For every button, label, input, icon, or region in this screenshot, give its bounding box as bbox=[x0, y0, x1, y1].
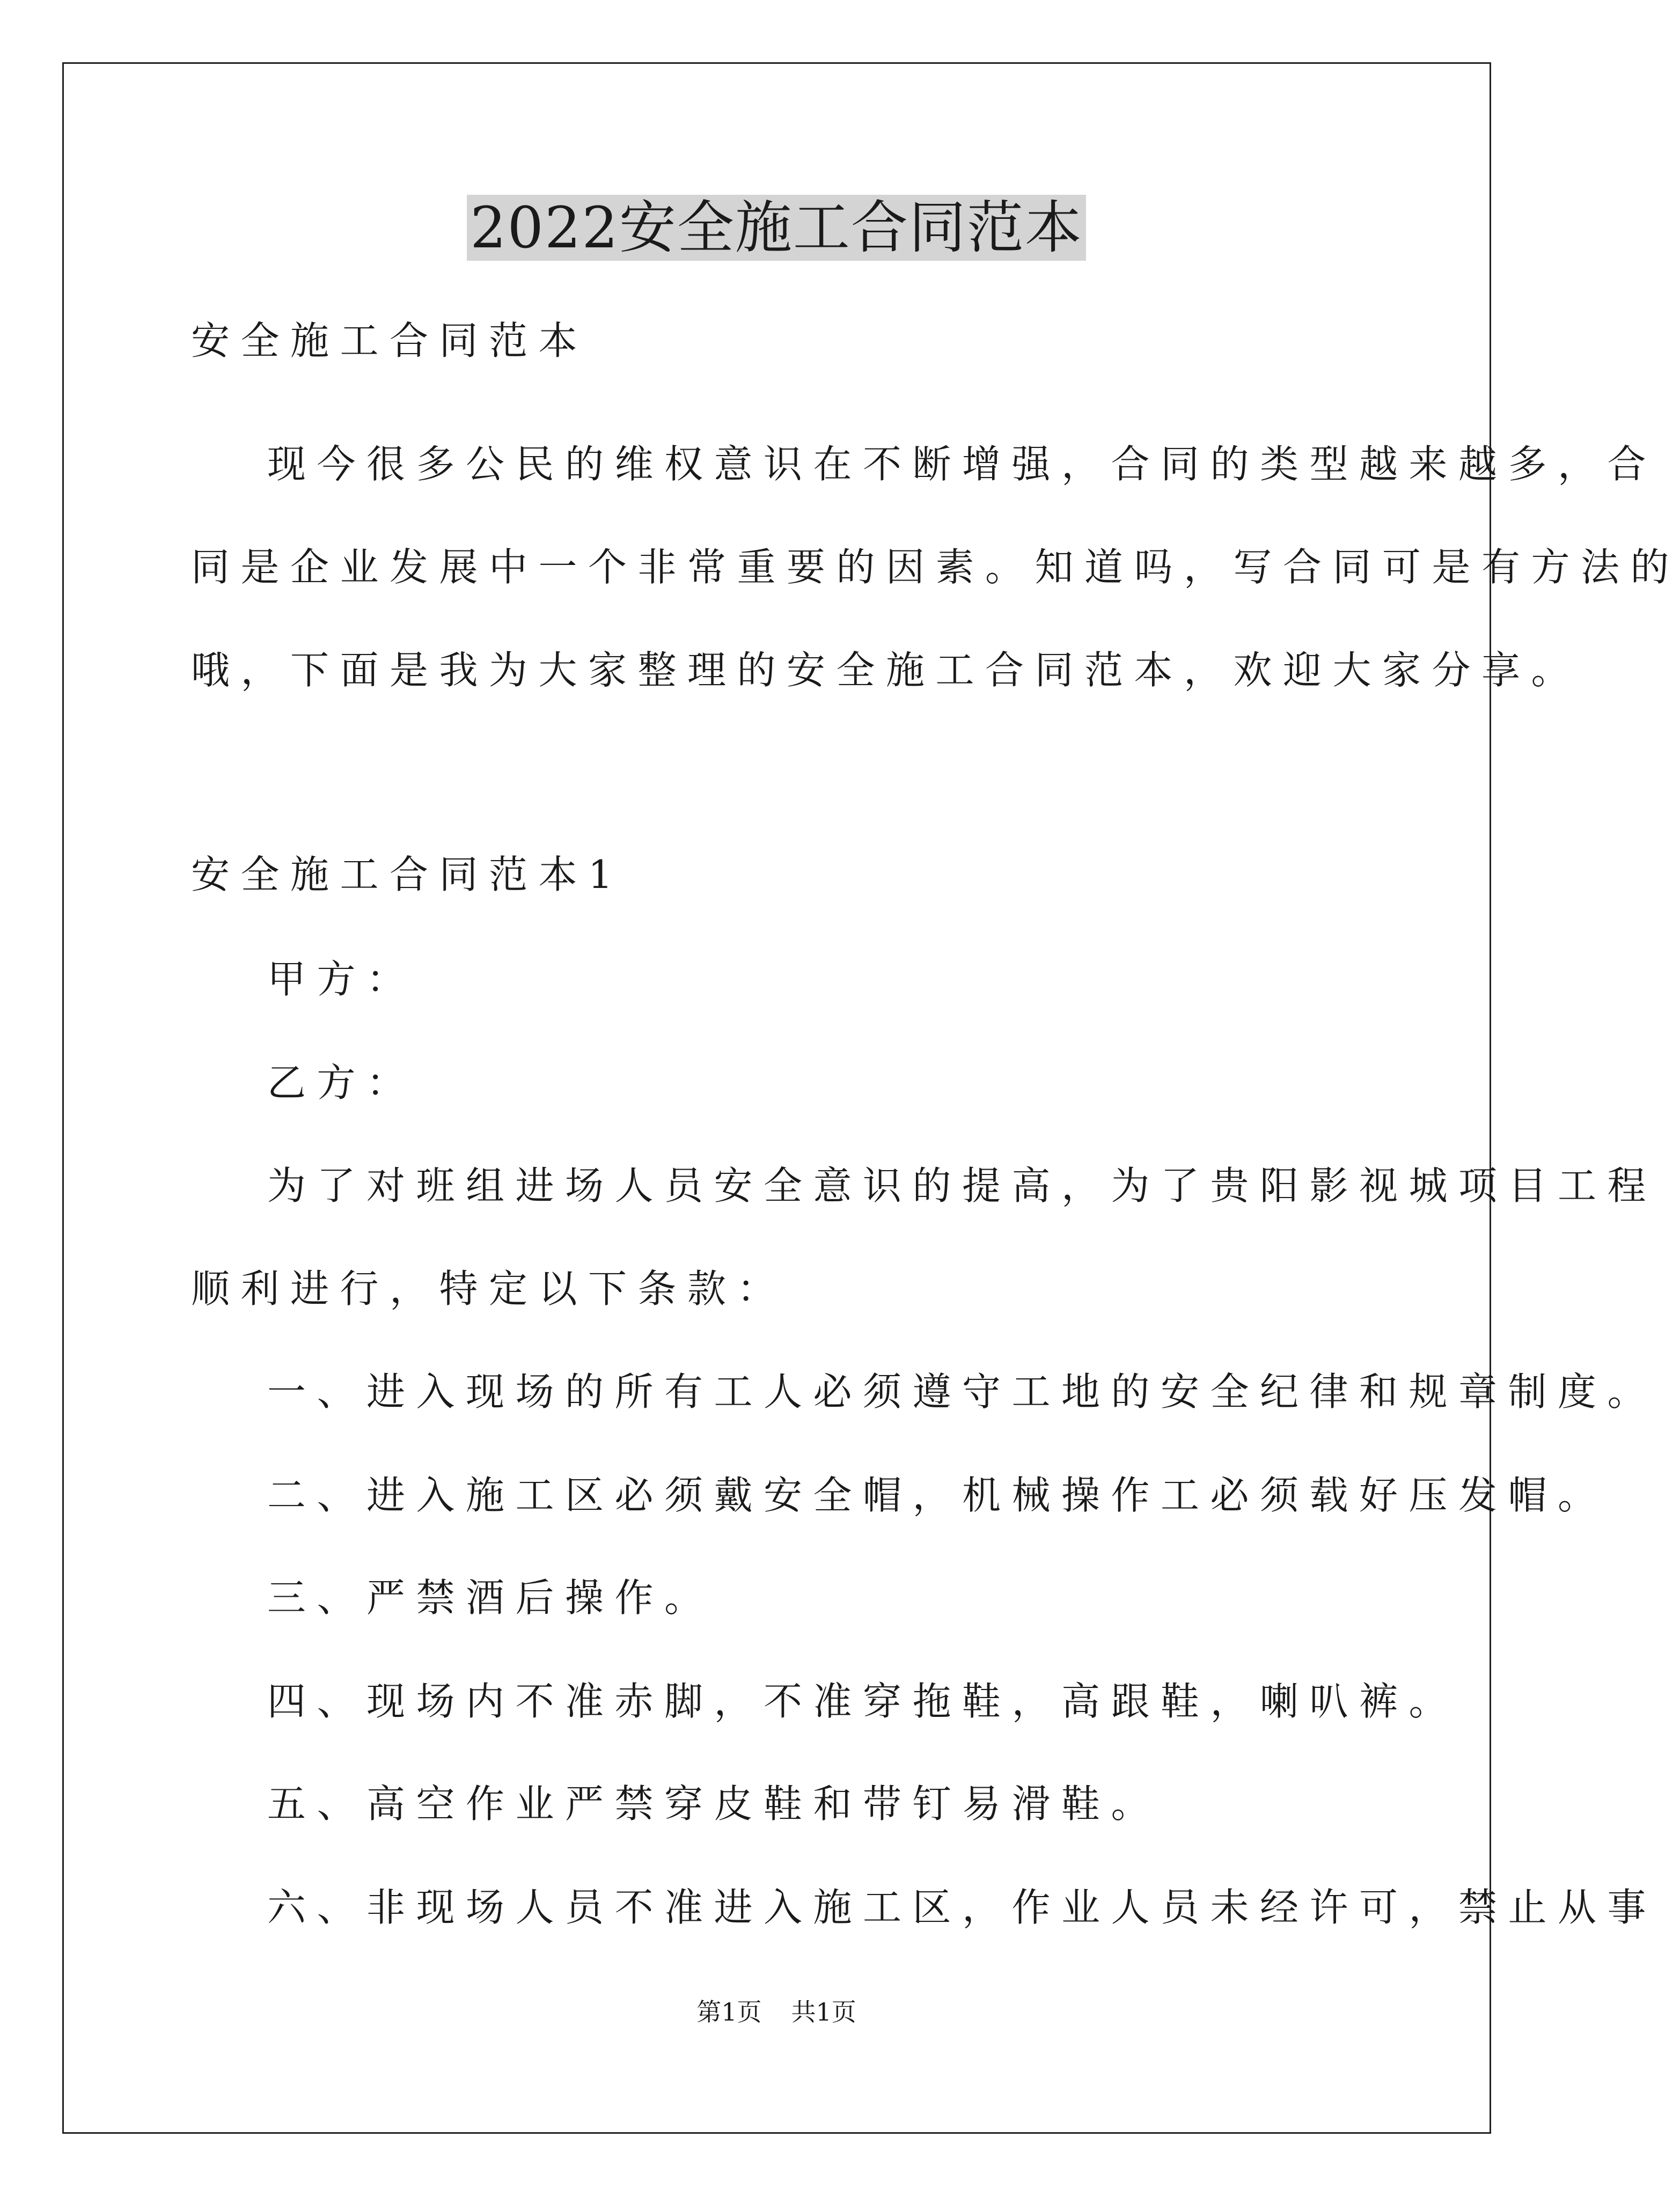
clause-6: 六、非现场人员不准进入施工区，作业人员未经许可，禁止从事 bbox=[267, 1885, 1657, 1930]
page-number-total: 共1页 bbox=[791, 1997, 856, 2026]
party-a-label: 甲方： bbox=[267, 957, 416, 1002]
clause-4: 四、现场内不准赤脚，不准穿拖鞋，高跟鞋，喇叭裤。 bbox=[267, 1679, 1459, 1724]
document-title bbox=[0, 190, 1553, 266]
page-footer bbox=[0, 1996, 1553, 2028]
section-heading: 安全施工合同范本1 bbox=[191, 852, 624, 897]
purpose-line-2: 顺利进行，特定以下条款： bbox=[191, 1266, 787, 1311]
intro-line-3: 哦，下面是我为大家整理的安全施工合同范本，欢迎大家分享。 bbox=[191, 648, 1581, 693]
intro-heading: 安全施工合同范本 bbox=[191, 318, 589, 363]
intro-line-1: 现今很多公民的维权意识在不断增强，合同的类型越来越多，合 bbox=[267, 442, 1657, 487]
clause-5: 五、高空作业严禁穿皮鞋和带钉易滑鞋。 bbox=[267, 1781, 1161, 1826]
clause-1: 一、进入现场的所有工人必须遵守工地的安全纪律和规章制度。 bbox=[267, 1369, 1657, 1414]
document-title-text: 2022安全施工合同范本 bbox=[467, 195, 1086, 261]
party-b-label: 乙方： bbox=[267, 1060, 416, 1105]
intro-line-2: 同是企业发展中一个非常重要的因素。知道吗，写合同可是有方法的 bbox=[191, 545, 1680, 590]
page-number-current: 第1页 bbox=[696, 1997, 762, 2026]
clause-2: 二、进入施工区必须戴安全帽，机械操作工必须载好压发帽。 bbox=[267, 1473, 1608, 1518]
clause-3: 三、严禁酒后操作。 bbox=[267, 1575, 714, 1620]
purpose-line-1: 为了对班组进场人员安全意识的提高，为了贵阳影视城项目工程 bbox=[267, 1163, 1657, 1208]
